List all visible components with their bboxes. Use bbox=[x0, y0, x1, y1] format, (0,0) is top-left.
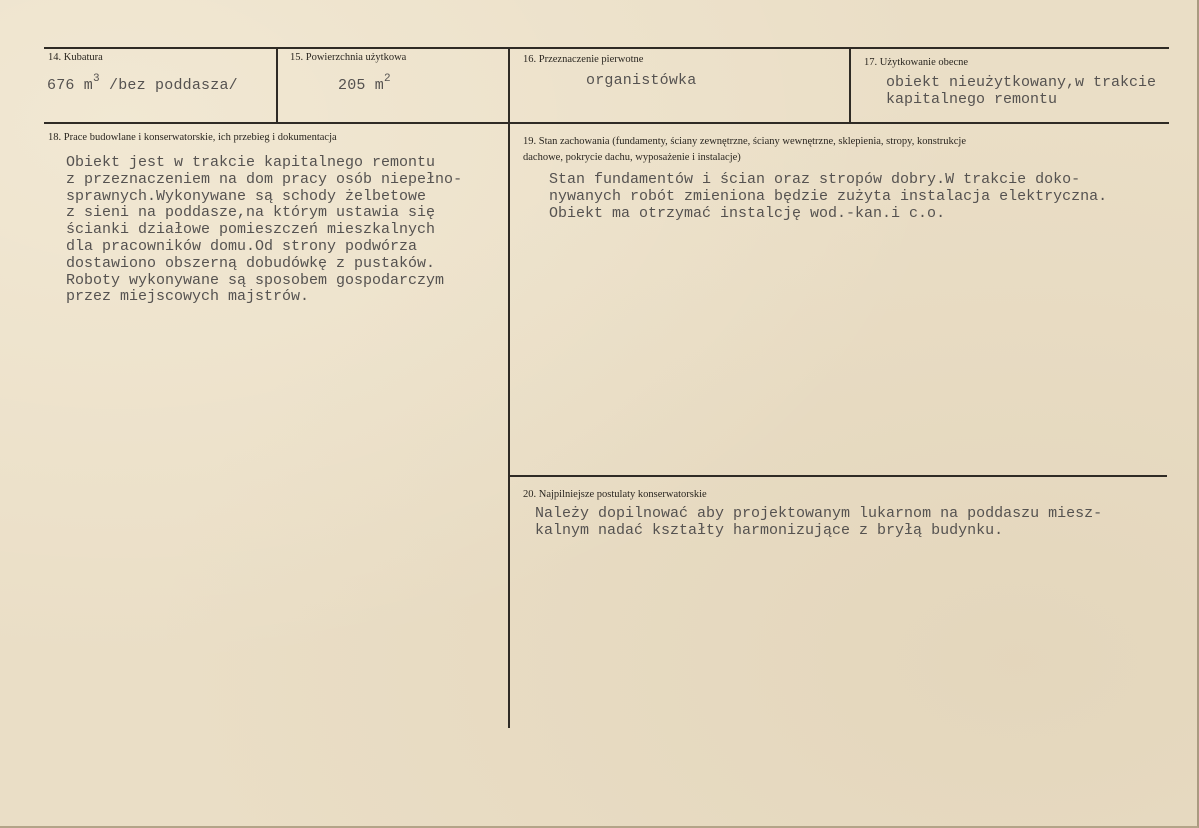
field-18-line: sprawnych.Wykonywane są schody żelbetowe bbox=[66, 187, 427, 205]
field-20-label: 20. Najpilniejsze postulaty konserwatorskie bbox=[523, 489, 707, 500]
header-bottom-rule bbox=[44, 122, 1169, 124]
field-18-line: Obiekt jest w trakcie kapitalnego remontu bbox=[66, 154, 436, 171]
field-19-text bbox=[549, 172, 1107, 222]
field-18-text bbox=[66, 155, 462, 306]
field-18-label: 18. Prace budowlane i konserwatorskie, ich przebieg i dokumentacja bbox=[48, 132, 337, 143]
divider-18-19 bbox=[508, 122, 510, 728]
field-18-line: z sieni na poddasze,na którym ustawia się bbox=[66, 204, 436, 222]
divider-15-16 bbox=[508, 47, 510, 123]
field-17-label: 17. Użytkowanie obecne bbox=[864, 57, 969, 68]
field-15-label: 15. Powierzchnia użytkowa bbox=[290, 52, 407, 63]
field-18-line: ścianki działowe pomieszczeń mieszkalnych bbox=[66, 221, 436, 239]
field-19-label bbox=[523, 134, 1163, 166]
field-19-line: Stan fundamentów i ścian oraz stropów dobry.W trakcie doko- bbox=[549, 171, 1081, 188]
field-17-value bbox=[886, 75, 1156, 109]
field-20-line: kalnym nadać kształty harmonizujące z bryłą budynku. bbox=[535, 521, 1004, 539]
field-18-line: z przeznaczeniem na dom pracy osób niepełno- bbox=[66, 170, 463, 188]
field-19-line: nywanych robót zmieniona będzie zużyta instalacja elektryczna. bbox=[549, 187, 1108, 205]
field-16-label: 16. Przeznaczenie pierwotne bbox=[523, 54, 644, 65]
divider-16-17 bbox=[849, 47, 851, 123]
field-20-text bbox=[535, 506, 1102, 540]
field-14-label: 14. Kubatura bbox=[48, 52, 103, 63]
field-17-line: obiekt nieużytkowany,w trakcie bbox=[886, 74, 1157, 91]
field-19-label-line: 19. Stan zachowania (fundamenty, ściany zewnętrzne, ściany wewnętrzne, sklepienia, stropy, konstrukcje bbox=[523, 136, 966, 147]
top-rule bbox=[44, 47, 1169, 49]
divider-19-20 bbox=[508, 475, 1167, 477]
field-19-line: Obiekt ma otrzymać instalcję wod.-kan.i c.o. bbox=[549, 204, 946, 222]
field-18-line: dostawiono obszerną dobudówkę z pustaków. bbox=[66, 254, 436, 272]
field-18-line: przez miejscowych majstrów. bbox=[66, 288, 310, 306]
field-16-value: organistówka bbox=[586, 72, 697, 89]
field-18-line: dla pracowników domu.Od strony podwórza bbox=[66, 237, 418, 255]
divider-14-15 bbox=[276, 47, 278, 123]
field-20-line: Należy dopilnować aby projektowanym lukarnom na poddaszu miesz- bbox=[535, 505, 1103, 522]
field-15-value: 205 $m^2$ bbox=[338, 73, 391, 94]
field-19-label-line: dachowe, pokrycie dachu, wyposażenie i instalacje) bbox=[523, 152, 741, 163]
field-14-value: 676 $m^3$ /bez poddasza/ bbox=[47, 73, 238, 94]
field-17-line: kapitalnego remontu bbox=[886, 90, 1058, 108]
field-18-line: Roboty wykonywane są sposobem gospodarczym bbox=[66, 271, 445, 289]
